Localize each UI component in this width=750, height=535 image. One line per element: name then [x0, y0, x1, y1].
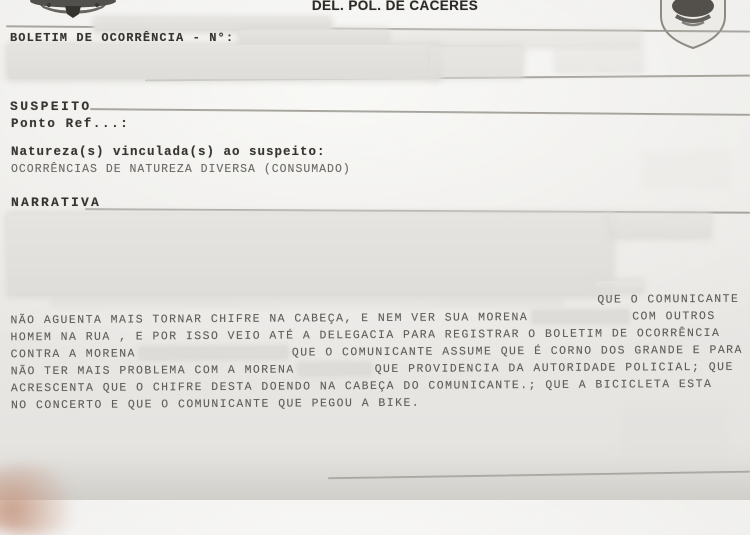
- redaction-inline-morena-1: [532, 310, 628, 323]
- paper-bleedthrough-1: [640, 150, 730, 190]
- narrative-line-1: QUE O COMUNICANTE: [597, 292, 740, 307]
- boletim-label: BOLETIM DE OCORRÊNCIA - N°:: [10, 31, 235, 45]
- natureza-value: OCORRÊNCIAS DE NATUREZA DIVERSA (CONSUMADO): [11, 163, 351, 176]
- narrative-line-3: HOMEM NA RUA , E POR ISSO VEIO ATÉ A DELEGACIA PARA REGISTRAR O BOLETIM DE OCORRÊNCIA: [10, 326, 721, 345]
- paper-bleedthrough-2: [620, 405, 730, 460]
- redaction-inline-morena-2: [140, 347, 288, 360]
- narrativa-heading: NARRATIVA: [11, 195, 102, 210]
- narrative-line-7: NO CONCERTO E QUE O COMUNICANTE QUE PEGOU A BIKE.: [10, 396, 421, 413]
- narrative-line-4-text: CONTRA A MORENA: [10, 347, 136, 362]
- narrative-line-4-tail: QUE O COMUNICANTE ASSUME QUE É CORNO DOS GRANDE E PARA: [291, 343, 743, 360]
- narrative-line-2-tail: COM OUTROS: [632, 309, 716, 324]
- narrative-line-5: [11, 361, 734, 378]
- photo-bottom-shadow: [0, 455, 750, 500]
- narrative-line-2-text: NÃO AGUENTA MAIS TORNAR CHIFRE NA CABEÇA, E NEM VER SUA MORENA: [10, 311, 529, 328]
- ponto-ref-label: Ponto Ref...:: [11, 117, 130, 131]
- narrative-line-6: ACRESCENTA QUE O CHIFRE DESTA DOENDO NA CABEÇA DO COMUNICANTE.; QUE A BICICLETA ESTA: [10, 377, 713, 396]
- narrative-line-4: [11, 344, 743, 362]
- redaction-inline-morena-3: [299, 363, 371, 375]
- natureza-label: Natureza(s) vinculada(s) ao suspeito:: [11, 145, 326, 159]
- narrative-line-5-text: NÃO TER MAIS PROBLEMA COM A MORENA: [10, 363, 295, 379]
- narrative-line-2: [10, 310, 715, 327]
- suspeito-heading: SUSPEITO: [10, 99, 92, 114]
- narrative-line-5-tail: QUE PROVIDENCIA DA AUTORIDADE POLICIAL; QUE: [374, 360, 734, 377]
- page-title: DEL. POL. DE CACERES: [311, 0, 479, 13]
